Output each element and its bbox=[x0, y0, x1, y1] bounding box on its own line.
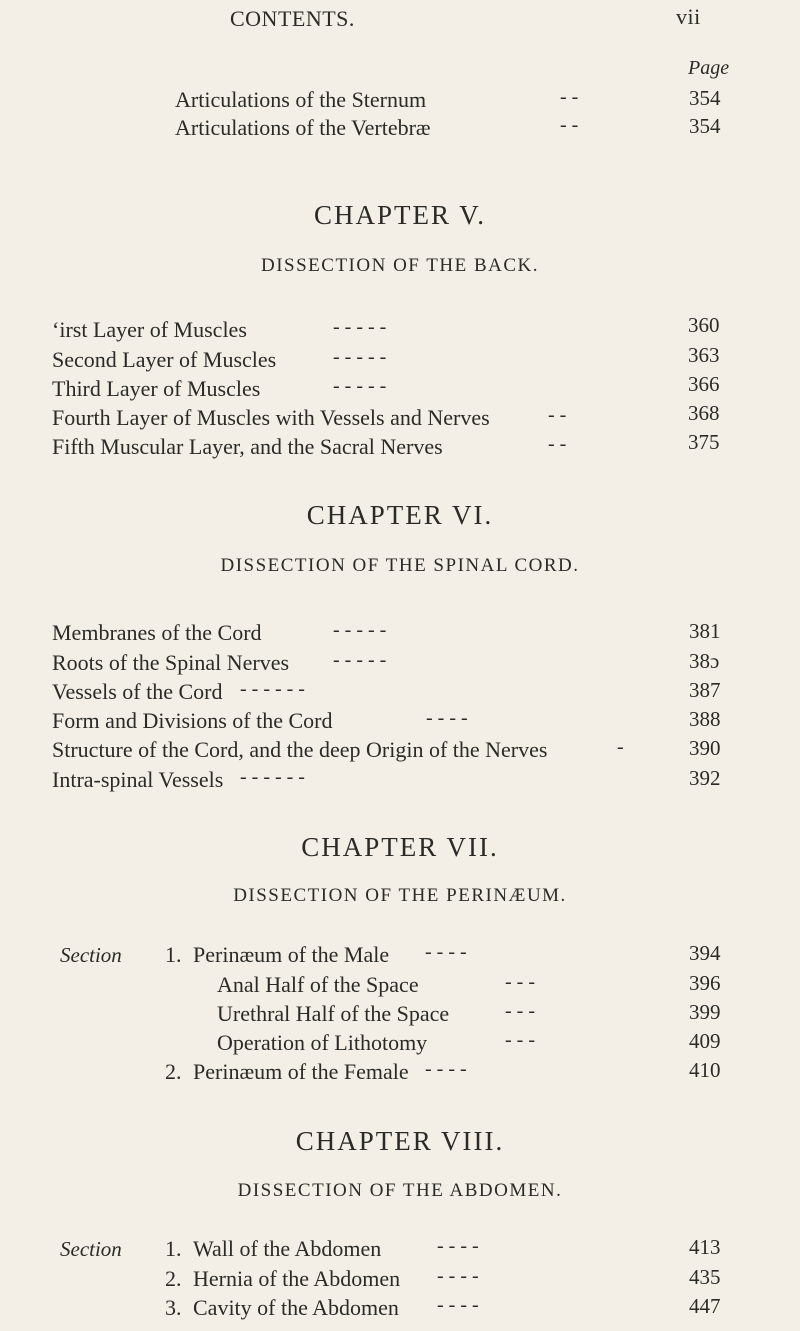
section-number: 2. bbox=[165, 1059, 182, 1084]
page-column-label: Page bbox=[688, 57, 730, 79]
page-number-roman: vii bbox=[676, 4, 701, 29]
toc-entry-page: 363 bbox=[688, 343, 720, 367]
toc-entry-page: 392 bbox=[689, 766, 721, 790]
toc-entry-page: 409 bbox=[689, 1029, 721, 1053]
toc-entry-page: 387 bbox=[689, 678, 721, 702]
toc-entry-page: 354 bbox=[689, 114, 721, 138]
toc-entry-page: 410 bbox=[689, 1058, 721, 1082]
toc-entry-leader: - - - - - bbox=[333, 346, 387, 368]
chapter-subtitle: DISSECTION OF THE PERINÆUM. bbox=[233, 885, 567, 906]
toc-entry-title: Intra-spinal Vessels bbox=[52, 767, 224, 792]
chapter-heading: CHAPTER VII. bbox=[301, 832, 499, 862]
toc-entry-leader: - - bbox=[548, 404, 567, 426]
toc-entry-title: Fourth Layer of Muscles with Vessels and Nerves bbox=[52, 405, 490, 430]
toc-entry-page: 399 bbox=[689, 1000, 721, 1024]
toc-entry-page: 381 bbox=[689, 619, 721, 643]
toc-entry-title: Structure of the Cord, and the deep Origin of the Nerves bbox=[52, 737, 548, 762]
toc-entry-leader: - bbox=[617, 736, 624, 758]
toc-entry-page: 368 bbox=[688, 401, 720, 425]
toc-entry-title: Membranes of the Cord bbox=[52, 620, 262, 645]
chapter-subtitle: DISSECTION OF THE SPINAL CORD. bbox=[220, 555, 580, 576]
toc-entry-leader: - - - - - - bbox=[240, 678, 305, 700]
toc-entry-title: Fifth Muscular Layer, and the Sacral Nerves bbox=[52, 434, 443, 459]
toc-entry-title: Urethral Half of the Space bbox=[217, 1001, 450, 1026]
toc-entry-page: 394 bbox=[689, 941, 721, 965]
toc-entry-leader: - - - - bbox=[437, 1265, 479, 1287]
toc-entry-leader: - - - bbox=[505, 971, 535, 993]
toc-entry-leader: - - - bbox=[505, 1000, 535, 1022]
section-number: 1. bbox=[165, 1236, 182, 1261]
toc-entry-page: 360 bbox=[688, 313, 720, 337]
toc-entry-title: Perinæum of the Female bbox=[193, 1059, 409, 1084]
toc-entry-leader: - - bbox=[548, 433, 567, 455]
toc-entry-title: Wall of the Abdomen bbox=[193, 1236, 382, 1261]
toc-entry-page: 447 bbox=[689, 1294, 721, 1318]
section-number: 1. bbox=[165, 942, 182, 967]
section-label: Section bbox=[60, 1237, 122, 1261]
toc-entry-title: Hernia of the Abdomen bbox=[193, 1266, 401, 1291]
chapter-heading: CHAPTER VI. bbox=[306, 500, 494, 530]
toc-entry-title: Perinæum of the Male bbox=[193, 942, 390, 967]
toc-entry-page: 38ɔ bbox=[689, 649, 720, 673]
toc-entry-leader: - - - - bbox=[425, 1058, 467, 1080]
section-number: 3. bbox=[165, 1295, 182, 1320]
toc-entry-page: 390 bbox=[689, 736, 721, 760]
toc-entry-page: 388 bbox=[689, 707, 721, 731]
chapter-subtitle: DISSECTION OF THE BACK. bbox=[260, 255, 539, 276]
toc-entry-title: Form and Divisions of the Cord bbox=[52, 708, 333, 733]
toc-entry-leader: - - - - bbox=[426, 707, 468, 729]
toc-entry-page: 354 bbox=[689, 86, 721, 110]
toc-entry-page: 375 bbox=[688, 430, 720, 454]
toc-entry-leader: - - - - bbox=[425, 941, 467, 963]
toc-entry-title: Cavity of the Abdomen bbox=[193, 1295, 399, 1320]
toc-entry-title: Articulations of the Vertebræ bbox=[175, 115, 431, 140]
section-label: Section bbox=[60, 943, 122, 967]
toc-entry-title: Anal Half of the Space bbox=[217, 972, 419, 997]
toc-entry-title: Third Layer of Muscles bbox=[52, 376, 261, 401]
toc-entry-page: 435 bbox=[689, 1265, 721, 1289]
toc-entry-title: Roots of the Spinal Nerves bbox=[52, 650, 290, 675]
toc-entry-title: ‘irst Layer of Muscles bbox=[52, 317, 247, 342]
chapter-heading: CHAPTER VIII. bbox=[295, 1126, 505, 1156]
toc-entry-page: 396 bbox=[689, 971, 721, 995]
toc-entry-leader: - - bbox=[560, 86, 579, 108]
toc-entry-title: Second Layer of Muscles bbox=[52, 347, 277, 372]
running-header-title: CONTENTS. bbox=[230, 6, 355, 31]
toc-entry-leader: - - - - - bbox=[333, 619, 387, 641]
toc-entry-leader: - - - bbox=[505, 1029, 535, 1051]
toc-entry-leader: - - bbox=[560, 114, 579, 136]
toc-entry-title: Vessels of the Cord bbox=[52, 679, 223, 704]
toc-entry-leader: - - - - - - bbox=[240, 766, 305, 788]
toc-entry-page: 366 bbox=[688, 372, 720, 396]
chapter-subtitle: DISSECTION OF THE ABDOMEN. bbox=[237, 1180, 563, 1201]
chapter-heading: CHAPTER V. bbox=[313, 200, 487, 230]
toc-entry-title: Operation of Lithotomy bbox=[217, 1030, 428, 1055]
toc-entry-page: 413 bbox=[689, 1235, 721, 1259]
section-number: 2. bbox=[165, 1266, 182, 1291]
toc-entry-leader: - - - - - bbox=[333, 316, 387, 338]
toc-entry-title: Articulations of the Sternum bbox=[175, 87, 427, 112]
toc-entry-leader: - - - - bbox=[437, 1235, 479, 1257]
toc-entry-leader: - - - - - bbox=[333, 375, 387, 397]
toc-entry-leader: - - - - - bbox=[333, 649, 387, 671]
toc-entry-leader: - - - - bbox=[437, 1294, 479, 1316]
